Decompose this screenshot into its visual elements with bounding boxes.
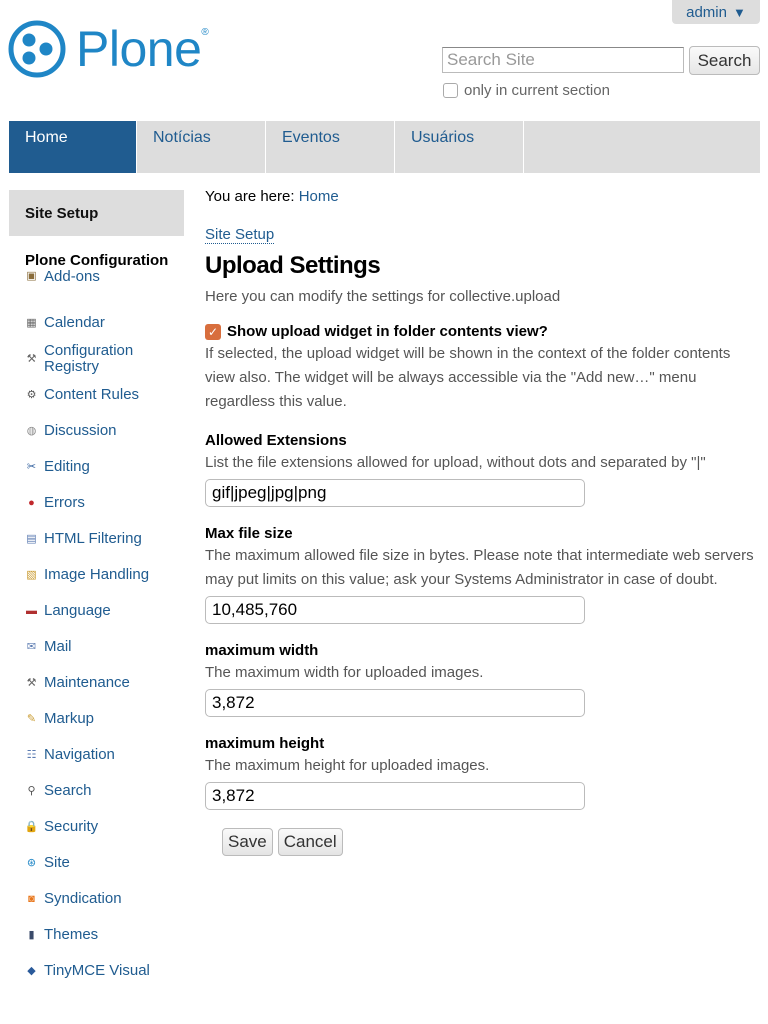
sidebar-item-label: Maintenance — [44, 674, 130, 691]
max-width-help: The maximum width for uploaded images. — [205, 664, 484, 681]
extensions-field — [205, 432, 760, 507]
sidebar-item-content-rules[interactable] — [25, 377, 184, 413]
sidebar-item-label: Add-ons — [44, 268, 100, 285]
sidebar-item-site[interactable] — [25, 845, 184, 881]
theme-icon: ▮ — [28, 929, 35, 941]
sidebar-title[interactable]: Site Setup — [9, 190, 184, 236]
wrench-icon: ⚒ — [26, 353, 37, 365]
admin-menu[interactable] — [672, 0, 760, 24]
scope-label: only in current section — [464, 82, 610, 99]
page-description: Here you can modify the settings for collective.upload — [205, 288, 561, 305]
document-icon: ▤ — [26, 533, 37, 545]
show-widget-field — [205, 323, 760, 414]
extensions-label: Allowed Extensions — [205, 432, 347, 449]
extensions-input[interactable] — [205, 479, 585, 507]
sidebar — [9, 190, 184, 989]
sidebar-item-search[interactable] — [25, 773, 184, 809]
nav-item-home[interactable]: Home — [9, 121, 137, 173]
nav-item-noticias[interactable]: Notícias — [137, 121, 266, 173]
sidebar-item-editing[interactable] — [25, 449, 184, 485]
sidebar-item-label: Mail — [44, 638, 72, 655]
sidebar-item-tinymce-visual[interactable] — [25, 953, 184, 989]
mail-icon: ✉ — [26, 641, 37, 653]
error-icon: ● — [28, 497, 35, 509]
sidebar-item-image-handling[interactable] — [25, 557, 184, 593]
sidebar-item-discussion[interactable] — [25, 413, 184, 449]
cancel-button[interactable]: Cancel — [278, 828, 343, 856]
sidebar-item-label: Site — [44, 854, 70, 871]
sidebar-item-configuration-registry[interactable] — [25, 341, 184, 377]
scissors-icon: ✂ — [26, 461, 37, 473]
sidebar-item-security[interactable] — [25, 809, 184, 845]
sidebar-item-label: Security — [44, 818, 99, 835]
max-height-field — [205, 735, 760, 810]
sidebar-item-language[interactable] — [25, 593, 184, 629]
show-widget-help: If selected, the upload widget will be shown in the context of the folder contents view also. The widget will be always accessible via the "Add new…" menu regardless this value. — [205, 345, 731, 410]
sidebar-item-label: Content Rules — [44, 386, 140, 403]
sidebar-item-navigation[interactable] — [25, 737, 184, 773]
max-height-help: The maximum height for uploaded images. — [205, 757, 490, 774]
max-width-input[interactable] — [205, 689, 585, 717]
plone-logo-icon — [8, 20, 66, 78]
sidebar-item-label: Themes — [44, 926, 99, 943]
max-size-field — [205, 525, 760, 624]
sidebar-item-markup[interactable] — [25, 701, 184, 737]
global-nav — [9, 121, 760, 173]
show-widget-checkbox[interactable]: ✓ — [205, 324, 221, 340]
calendar-icon: ▦ — [26, 317, 37, 329]
admin-label: admin — [686, 3, 727, 21]
show-widget-label: Show upload widget in folder contents view? — [227, 323, 548, 340]
form-actions — [222, 828, 760, 856]
sidebar-item-label: Configuration Registry — [44, 342, 134, 375]
extensions-help: List the file extensions allowed for upload, without dots and separated by "|" — [205, 454, 706, 471]
search-input[interactable] — [442, 47, 684, 73]
max-height-label: maximum height — [205, 735, 325, 752]
sidebar-item-label: Discussion — [44, 422, 117, 439]
nav-item-usuarios[interactable]: Usuários — [395, 121, 524, 173]
main-content — [205, 188, 760, 856]
sidebar-item-label: HTML Filtering — [44, 530, 142, 547]
breadcrumb: You are here: Home — [205, 188, 339, 205]
site-setup-link[interactable]: Site Setup — [205, 226, 275, 243]
sidebar-item-html-filtering[interactable] — [25, 521, 184, 557]
sidebar-item-label: Errors — [44, 494, 85, 511]
chevron-down-icon: ▼ — [732, 4, 746, 20]
sidebar-item-label: Calendar — [44, 314, 105, 331]
sidebar-item-label: Syndication — [44, 890, 122, 907]
plone-logo[interactable] — [8, 20, 208, 78]
max-width-field — [205, 642, 760, 717]
sidebar-item-mail[interactable] — [25, 629, 184, 665]
max-width-label: maximum width — [205, 642, 319, 659]
sidebar-item-label: TinyMCE Visual — [44, 962, 150, 979]
page-title: Upload Settings — [205, 252, 381, 279]
magnifier-icon: ⚲ — [27, 785, 36, 797]
max-height-input[interactable] — [205, 782, 585, 810]
sidebar-item-themes[interactable] — [25, 917, 184, 953]
max-size-label: Max file size — [205, 525, 293, 542]
breadcrumb-home-link[interactable]: Home — [298, 188, 339, 205]
lock-icon: 🔒 — [24, 821, 39, 833]
sidebar-item-label: Image Handling — [44, 566, 150, 583]
scope-checkbox[interactable] — [443, 83, 458, 98]
max-size-help: The maximum allowed file size in bytes. Please note that intermediate web servers may put limits on this value; ask your Systems Administrator in case of doubt. — [205, 547, 754, 588]
flag-icon: ▬ — [26, 605, 37, 617]
save-button[interactable]: Save — [222, 828, 273, 856]
nav-item-eventos[interactable]: Eventos — [266, 121, 395, 173]
sidebar-list — [9, 269, 184, 989]
rules-icon: ⚙ — [26, 389, 37, 401]
sidebar-item-syndication[interactable] — [25, 881, 184, 917]
sidebar-item-label: Navigation — [44, 746, 115, 763]
sidebar-item-calendar[interactable] — [25, 305, 184, 341]
logo-text: Plone® — [76, 21, 209, 77]
tinymce-icon: ◆ — [27, 965, 36, 977]
image-icon: ▧ — [26, 569, 37, 581]
sidebar-item-label: Search — [44, 782, 92, 799]
sidebar-item-label: Language — [44, 602, 111, 619]
sitemap-icon: ☷ — [26, 749, 37, 761]
rss-icon: ◙ — [28, 893, 35, 905]
plone-icon: ⊛ — [26, 857, 37, 869]
sidebar-item-add-ons[interactable] — [25, 269, 184, 287]
discussion-icon: ◍ — [26, 425, 37, 437]
sidebar-heading: Plone Configuration — [25, 252, 169, 269]
sidebar-item-label: Editing — [44, 458, 90, 475]
wrench-icon: ⚒ — [26, 677, 37, 689]
search-button[interactable]: Search — [689, 46, 760, 75]
sidebar-item-label: Markup — [44, 710, 95, 727]
max-size-input[interactable] — [205, 596, 585, 624]
sidebar-item-errors[interactable] — [25, 485, 184, 521]
sidebar-item-maintenance[interactable] — [25, 665, 184, 701]
pencil-icon: ✎ — [26, 713, 37, 725]
puzzle-icon: ▣ — [26, 269, 37, 282]
search-scope[interactable] — [443, 82, 610, 99]
